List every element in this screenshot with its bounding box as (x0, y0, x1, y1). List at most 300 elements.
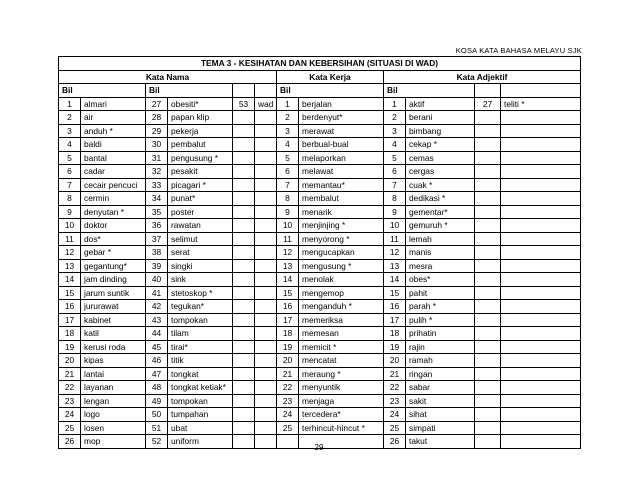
row-number-cell (475, 178, 501, 192)
word-cell: aktif (406, 97, 475, 111)
row-number-cell: 7 (59, 178, 81, 192)
bil-header-row (59, 84, 581, 98)
table-row (59, 246, 581, 260)
table-row (59, 273, 581, 287)
row-number-cell: 18 (384, 327, 406, 341)
row-number-cell: 21 (384, 367, 406, 381)
row-number-cell (233, 300, 255, 314)
row-number-cell: 4 (384, 138, 406, 152)
word-cell (255, 367, 277, 381)
row-number-cell: 19 (384, 340, 406, 354)
row-number-cell: 15 (277, 286, 299, 300)
table-row (59, 367, 581, 381)
word-cell: teliti * (501, 97, 581, 111)
word-cell (501, 340, 581, 354)
word-cell: lengan (81, 394, 146, 408)
row-number-cell: 6 (59, 165, 81, 179)
table-row (59, 394, 581, 408)
row-number-cell: 37 (146, 232, 168, 246)
word-cell: kabinet (81, 313, 146, 327)
word-cell (501, 408, 581, 422)
table-row (59, 165, 581, 179)
word-cell: pekerja (168, 124, 233, 138)
word-cell: pesakit (168, 165, 233, 179)
row-number-cell (233, 205, 255, 219)
vocabulary-rows (59, 97, 581, 448)
row-number-cell: 38 (146, 246, 168, 260)
row-number-cell (475, 286, 501, 300)
row-number-cell: 14 (384, 273, 406, 287)
row-number-cell: 47 (146, 367, 168, 381)
section-kata-nama: Kata Nama (59, 70, 277, 84)
empty-header-cell (475, 84, 501, 98)
table-row (59, 354, 581, 368)
row-number-cell: 5 (59, 151, 81, 165)
word-cell (501, 138, 581, 152)
row-number-cell (475, 421, 501, 435)
word-cell: denyutan * (81, 205, 146, 219)
word-cell (255, 219, 277, 233)
word-cell: gementar* (406, 205, 475, 219)
row-number-cell: 13 (59, 259, 81, 273)
word-cell: tercedera* (299, 408, 384, 422)
table-row (59, 313, 581, 327)
row-number-cell: 31 (146, 151, 168, 165)
row-number-cell (233, 259, 255, 273)
row-number-cell: 20 (59, 354, 81, 368)
word-cell (501, 111, 581, 125)
word-cell (255, 138, 277, 152)
table-row (59, 138, 581, 152)
row-number-cell (475, 219, 501, 233)
row-number-cell: 39 (146, 259, 168, 273)
word-cell: ramah (406, 354, 475, 368)
row-number-cell: 5 (384, 151, 406, 165)
word-cell: mengusung * (299, 259, 384, 273)
row-number-cell (475, 246, 501, 260)
table-row (59, 327, 581, 341)
row-number-cell: 25 (59, 421, 81, 435)
row-number-cell: 19 (277, 340, 299, 354)
word-cell: mop (81, 435, 146, 449)
row-number-cell: 5 (277, 151, 299, 165)
word-cell: cemas (406, 151, 475, 165)
word-cell: sabar (406, 381, 475, 395)
word-cell: sink (168, 273, 233, 287)
row-number-cell (475, 124, 501, 138)
word-cell (501, 367, 581, 381)
row-number-cell (233, 340, 255, 354)
word-cell (501, 273, 581, 287)
row-number-cell (233, 124, 255, 138)
word-cell (501, 124, 581, 138)
row-number-cell: 28 (146, 111, 168, 125)
row-number-cell: 24 (59, 408, 81, 422)
row-number-cell: 12 (384, 246, 406, 260)
row-number-cell (475, 340, 501, 354)
word-cell: mengucapkan (299, 246, 384, 260)
row-number-cell: 7 (277, 178, 299, 192)
row-number-cell (475, 165, 501, 179)
row-number-cell (475, 313, 501, 327)
row-number-cell: 1 (384, 97, 406, 111)
row-number-cell: 46 (146, 354, 168, 368)
table-row (59, 219, 581, 233)
word-cell: katil (81, 327, 146, 341)
word-cell (501, 354, 581, 368)
word-cell: doktor (81, 219, 146, 233)
row-number-cell (233, 165, 255, 179)
row-number-cell (475, 151, 501, 165)
word-cell: menjaga (299, 394, 384, 408)
row-number-cell: 12 (59, 246, 81, 260)
row-number-cell (233, 111, 255, 125)
word-cell: pembalut (168, 138, 233, 152)
row-number-cell (475, 300, 501, 314)
row-number-cell (475, 327, 501, 341)
row-number-cell: 20 (384, 354, 406, 368)
word-cell (255, 381, 277, 395)
word-cell: tompokan (168, 394, 233, 408)
bil-header: Bil (384, 84, 475, 98)
row-number-cell: 25 (277, 421, 299, 435)
table-row (59, 178, 581, 192)
row-number-cell: 15 (384, 286, 406, 300)
row-number-cell (475, 273, 501, 287)
word-cell: menyuntik (299, 381, 384, 395)
word-cell: berbual-bual (299, 138, 384, 152)
word-cell: menganduh * (299, 300, 384, 314)
word-cell: titik (168, 354, 233, 368)
row-number-cell (233, 232, 255, 246)
row-number-cell: 23 (59, 394, 81, 408)
row-number-cell: 9 (277, 205, 299, 219)
row-number-cell (475, 232, 501, 246)
word-cell: punat* (168, 192, 233, 206)
row-number-cell: 22 (277, 381, 299, 395)
table-row (59, 151, 581, 165)
word-cell (255, 300, 277, 314)
word-cell: cadar (81, 165, 146, 179)
row-number-cell (233, 327, 255, 341)
word-cell: obesiti* (168, 97, 233, 111)
row-number-cell: 20 (277, 354, 299, 368)
word-cell: menarik (299, 205, 384, 219)
row-number-cell: 22 (384, 381, 406, 395)
word-cell: tegukan* (168, 300, 233, 314)
word-cell (255, 178, 277, 192)
word-cell: jam dinding (81, 273, 146, 287)
word-cell: serat (168, 246, 233, 260)
word-cell: tumpahan (168, 408, 233, 422)
bil-header: Bil (59, 84, 146, 98)
title-row (59, 57, 581, 71)
row-number-cell: 26 (59, 435, 81, 449)
table-row (59, 97, 581, 111)
row-number-cell: 48 (146, 381, 168, 395)
word-cell (501, 192, 581, 206)
word-cell (501, 381, 581, 395)
word-cell: baldi (81, 138, 146, 152)
word-cell: rajin (406, 340, 475, 354)
row-number-cell: 11 (59, 232, 81, 246)
word-cell: prihatin (406, 327, 475, 341)
word-cell (501, 421, 581, 435)
row-number-cell (475, 205, 501, 219)
table-row (59, 340, 581, 354)
word-cell: anduh * (81, 124, 146, 138)
word-cell: berdenyut* (299, 111, 384, 125)
row-number-cell: 7 (384, 178, 406, 192)
row-number-cell (233, 367, 255, 381)
section-kata-kerja: Kata Kerja (277, 70, 384, 84)
word-cell (501, 165, 581, 179)
table-row (59, 259, 581, 273)
word-cell: wad (255, 97, 277, 111)
table-row (59, 286, 581, 300)
word-cell: losen (81, 421, 146, 435)
word-cell (255, 273, 277, 287)
row-number-cell: 16 (59, 300, 81, 314)
row-number-cell: 23 (277, 394, 299, 408)
row-number-cell: 12 (277, 246, 299, 260)
row-number-cell: 9 (384, 205, 406, 219)
empty-header-cell (501, 84, 581, 98)
word-cell: terhincut-hincut * (299, 421, 384, 435)
word-cell: parah * (406, 300, 475, 314)
row-number-cell: 8 (384, 192, 406, 206)
table-title: TEMA 3 - KESIHATAN DAN KEBERSIHAN (SITUASI DI WAD) (59, 57, 581, 71)
row-number-cell (233, 219, 255, 233)
word-cell: jarum suntik (81, 286, 146, 300)
row-number-cell (233, 313, 255, 327)
word-cell (255, 259, 277, 273)
word-cell: tongkat ketiak* (168, 381, 233, 395)
row-number-cell: 52 (146, 435, 168, 449)
word-cell: lemah (406, 232, 475, 246)
word-cell: obes* (406, 273, 475, 287)
word-cell (501, 327, 581, 341)
word-cell (501, 178, 581, 192)
word-cell: tompokan (168, 313, 233, 327)
word-cell: pahit (406, 286, 475, 300)
row-number-cell (233, 273, 255, 287)
word-cell: mesra (406, 259, 475, 273)
word-cell: tilam (168, 327, 233, 341)
row-number-cell: 32 (146, 165, 168, 179)
row-number-cell (475, 192, 501, 206)
row-number-cell: 18 (277, 327, 299, 341)
row-number-cell (233, 286, 255, 300)
word-cell: menolak (299, 273, 384, 287)
table-row (59, 124, 581, 138)
row-number-cell (233, 138, 255, 152)
row-number-cell: 3 (59, 124, 81, 138)
word-cell: berjalan (299, 97, 384, 111)
table-row (59, 111, 581, 125)
word-cell: memeriksa (299, 313, 384, 327)
row-number-cell: 36 (146, 219, 168, 233)
word-cell (501, 205, 581, 219)
row-number-cell: 3 (277, 124, 299, 138)
word-cell: almari (81, 97, 146, 111)
row-number-cell: 10 (277, 219, 299, 233)
row-number-cell (475, 367, 501, 381)
row-number-cell: 53 (233, 97, 255, 111)
word-cell: pengusung * (168, 151, 233, 165)
row-number-cell: 14 (277, 273, 299, 287)
row-number-cell: 15 (59, 286, 81, 300)
row-number-cell (233, 394, 255, 408)
word-cell: memesan (299, 327, 384, 341)
row-number-cell (475, 138, 501, 152)
word-cell (255, 313, 277, 327)
word-cell: cermin (81, 192, 146, 206)
word-cell: kipas (81, 354, 146, 368)
word-cell: cergas (406, 165, 475, 179)
row-number-cell: 27 (475, 97, 501, 111)
word-cell: melaporkan (299, 151, 384, 165)
word-cell: logo (81, 408, 146, 422)
word-cell: bantal (81, 151, 146, 165)
row-number-cell: 34 (146, 192, 168, 206)
row-number-cell: 51 (146, 421, 168, 435)
word-cell: takut (406, 435, 475, 449)
word-cell (255, 286, 277, 300)
word-cell: air (81, 111, 146, 125)
word-cell (255, 205, 277, 219)
row-number-cell: 13 (277, 259, 299, 273)
row-number-cell: 30 (146, 138, 168, 152)
word-cell: jururawat (81, 300, 146, 314)
word-cell: papan klip (168, 111, 233, 125)
table-row (59, 408, 581, 422)
row-number-cell: 2 (277, 111, 299, 125)
row-number-cell: 14 (59, 273, 81, 287)
word-cell: sakit (406, 394, 475, 408)
row-number-cell: 22 (59, 381, 81, 395)
row-number-cell: 10 (59, 219, 81, 233)
bil-header: Bil (277, 84, 384, 98)
word-cell (255, 232, 277, 246)
word-cell (255, 408, 277, 422)
row-number-cell: 10 (384, 219, 406, 233)
word-cell: cuak * (406, 178, 475, 192)
row-number-cell (475, 259, 501, 273)
row-number-cell (475, 408, 501, 422)
row-number-cell: 29 (146, 124, 168, 138)
row-number-cell (233, 421, 255, 435)
row-number-cell: 6 (384, 165, 406, 179)
word-cell: bimbang (406, 124, 475, 138)
word-cell (501, 394, 581, 408)
bil-header: Bil (146, 84, 233, 98)
word-cell: selimut (168, 232, 233, 246)
row-number-cell: 26 (384, 435, 406, 449)
row-number-cell: 44 (146, 327, 168, 341)
word-cell: melawat (299, 165, 384, 179)
word-cell (255, 394, 277, 408)
row-number-cell: 2 (384, 111, 406, 125)
word-cell (255, 192, 277, 206)
word-cell (255, 354, 277, 368)
row-number-cell: 8 (59, 192, 81, 206)
word-cell (501, 246, 581, 260)
section-kata-adjektif: Kata Adjektif (384, 70, 581, 84)
row-number-cell: 43 (146, 313, 168, 327)
row-number-cell (233, 408, 255, 422)
row-number-cell: 4 (277, 138, 299, 152)
empty-header-cell (255, 84, 277, 98)
word-cell: gegantung* (81, 259, 146, 273)
row-number-cell (233, 192, 255, 206)
word-cell: poster (168, 205, 233, 219)
table-row (59, 232, 581, 246)
row-number-cell: 9 (59, 205, 81, 219)
row-number-cell: 16 (384, 300, 406, 314)
row-number-cell: 8 (277, 192, 299, 206)
row-number-cell (475, 394, 501, 408)
word-cell (501, 300, 581, 314)
word-cell: menjinjing * (299, 219, 384, 233)
row-number-cell: 11 (277, 232, 299, 246)
row-number-cell: 50 (146, 408, 168, 422)
word-cell: mencatat (299, 354, 384, 368)
row-number-cell: 4 (59, 138, 81, 152)
word-cell: uniform (168, 435, 233, 449)
word-cell: ubat (168, 421, 233, 435)
word-cell: stetoskop * (168, 286, 233, 300)
row-number-cell (475, 354, 501, 368)
word-cell (255, 124, 277, 138)
row-number-cell: 35 (146, 205, 168, 219)
word-cell: berani (406, 111, 475, 125)
row-number-cell: 42 (146, 300, 168, 314)
row-number-cell: 25 (384, 421, 406, 435)
page-number: 29 (314, 443, 324, 452)
row-number-cell (475, 111, 501, 125)
word-cell: singki (168, 259, 233, 273)
word-cell (501, 232, 581, 246)
row-number-cell: 45 (146, 340, 168, 354)
word-cell: simpati (406, 421, 475, 435)
word-cell (255, 246, 277, 260)
word-cell: cecair pencuci (81, 178, 146, 192)
word-cell: mengemop (299, 286, 384, 300)
word-cell (255, 151, 277, 165)
word-cell: membalut (299, 192, 384, 206)
table-row (59, 192, 581, 206)
table-row (59, 300, 581, 314)
word-cell: ringan (406, 367, 475, 381)
row-number-cell: 23 (384, 394, 406, 408)
row-number-cell (233, 354, 255, 368)
row-number-cell: 3 (384, 124, 406, 138)
vocabulary-table (58, 56, 581, 449)
table-row (59, 421, 581, 435)
word-cell: sihat (406, 408, 475, 422)
row-number-cell: 49 (146, 394, 168, 408)
word-cell (255, 327, 277, 341)
word-cell (255, 340, 277, 354)
row-number-cell: 17 (277, 313, 299, 327)
row-number-cell (475, 381, 501, 395)
word-cell: memicit * (299, 340, 384, 354)
empty-header-cell (233, 84, 255, 98)
row-number-cell (233, 178, 255, 192)
row-number-cell: 27 (146, 97, 168, 111)
word-cell (255, 165, 277, 179)
